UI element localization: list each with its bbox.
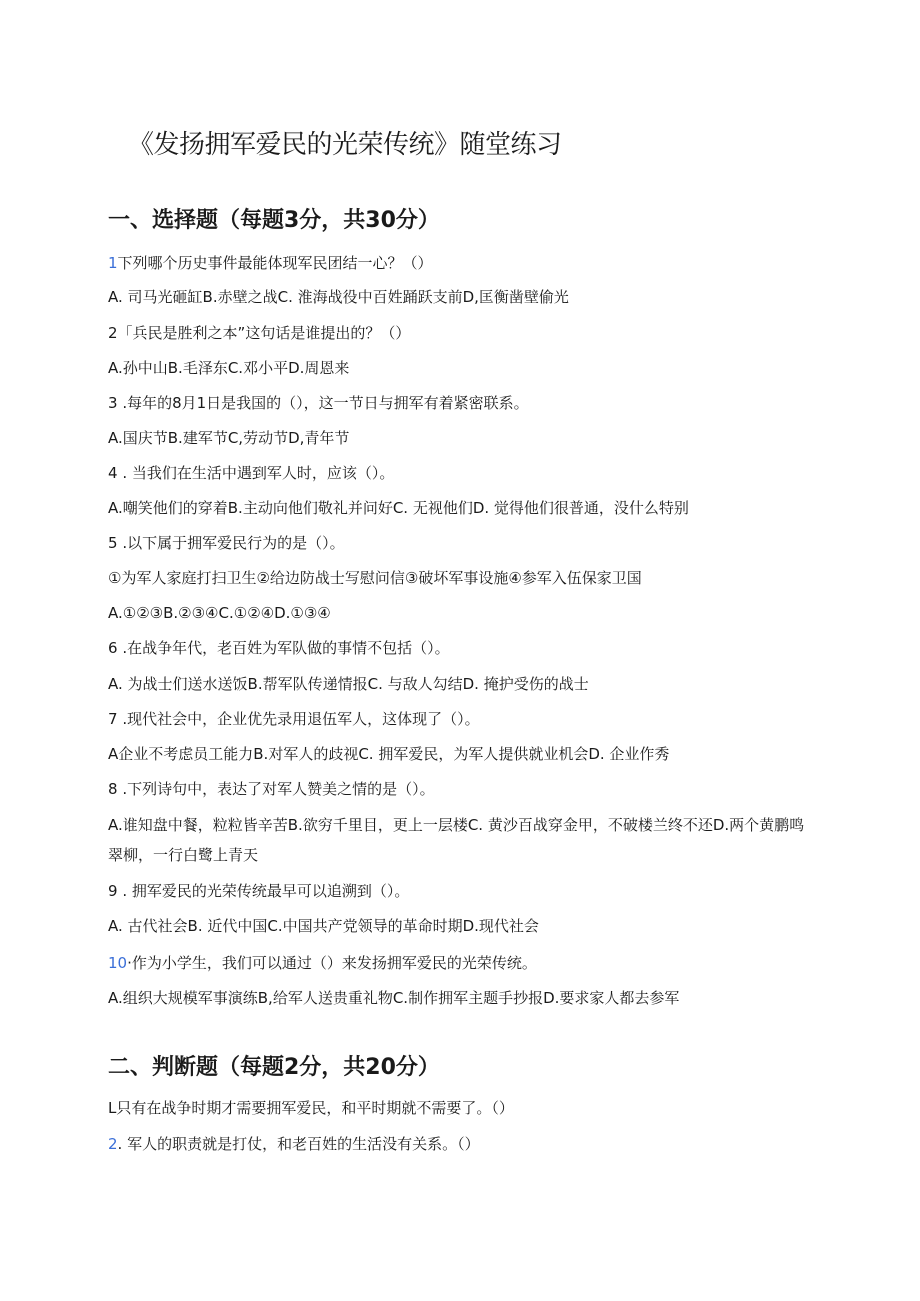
question-text: ·作为小学生，我们可以通过（）来发扬拥军爱民的光荣传统。 <box>127 954 537 972</box>
question-text: .现代社会中，企业优先录用退伍军人，这体现了（）。 <box>117 710 480 728</box>
question-number: 2 <box>108 324 118 342</box>
question-number: 8 <box>108 780 118 798</box>
question-3 <box>108 393 529 413</box>
question-text: .在战争年代，老百姓为军队做的事情不包括（）。 <box>117 639 450 657</box>
question-text: .以下属于拥军爱民行为的是（）。 <box>117 534 345 552</box>
question-5 <box>108 533 345 553</box>
question-text: . 军人的职责就是打仗，和老百姓的生活没有关系。（） <box>117 1135 480 1153</box>
question-8-options: A.谁知盘中餐，粒粒皆辛苦B.欲穷千里目，更上一层楼C. 黄沙百战穿金甲，不破楼兰终不还D.两个黄鹏鸣翠柳，一行白鹭上青天 <box>108 816 805 864</box>
question-number: 3 <box>108 394 118 412</box>
question-9 <box>108 881 409 901</box>
question-9-options: A. 古代社会B. 近代中国C.中国共产党领导的革命时期D.现代社会 <box>108 917 539 935</box>
question-number: 2 <box>108 1135 118 1153</box>
question-7-options: A企业不考虑员工能力B.对军人的歧视C. 拥军爱民，为军人提供就业机会D. 企业作秀 <box>108 745 670 763</box>
question-2-options: A.孙中山B.毛泽东C.邓小平D.周恩来 <box>108 359 350 377</box>
question-number: 6 <box>108 639 118 657</box>
section-heading-choice: 一、选择题（每题3分，共30分） <box>108 208 440 233</box>
question-text: 只有在战争时期才需要拥军爱民，和平时期就不需要了。（） <box>116 1099 514 1117</box>
question-10-options: A.组织大规模军事演练B,给军人送贵重礼物C.制作拥军主题手抄报D.要求家人都去参军 <box>108 989 680 1007</box>
question-4 <box>108 463 394 483</box>
question-3-options: A.国庆节B.建军节C,劳动节D,青年节 <box>108 429 350 447</box>
question-8 <box>108 779 435 799</box>
question-number: 9 <box>108 882 118 900</box>
question-number: L <box>108 1099 117 1117</box>
question-7 <box>108 709 480 729</box>
judgement-1 <box>108 1098 514 1118</box>
question-6-options: A. 为战士们送水送饭B.帮军队传递情报C. 与敌人勾结D. 掩护受伤的战士 <box>108 675 589 693</box>
question-5-statements: ①为军人家庭打扫卫生②给边防战士写慰问信③破坏军事设施④参军入伍保家卫国 <box>108 569 642 587</box>
question-number: 10 <box>108 954 128 972</box>
question-text: 「兵民是胜利之本”这句话是谁提出的？（） <box>117 324 411 342</box>
section-heading-judgement: 二、判断题（每题2分，共20分） <box>108 1055 440 1080</box>
question-2 <box>108 323 410 343</box>
question-6 <box>108 638 450 658</box>
question-4-options: A.嘲笑他们的穿着B.主动向他们敬礼并问好C. 无视他们D. 觉得他们很普通，没什么特别 <box>108 499 689 517</box>
question-number: 7 <box>108 710 118 728</box>
question-text: . 拥军爱民的光荣传统最早可以追溯到（）。 <box>117 882 410 900</box>
question-text: . 当我们在生活中遇到军人时，应该（）。 <box>117 464 395 482</box>
question-5-options: A.①②③B.②③④C.①②④D.①③④ <box>108 604 331 622</box>
question-number: 1 <box>108 254 118 272</box>
question-10 <box>108 953 537 973</box>
question-number: 5 <box>108 534 118 552</box>
question-text: 下列哪个历史事件最能体现军民团结一心？（） <box>117 254 433 272</box>
question-number: 4 <box>108 464 118 482</box>
question-1-options: A. 司马光砸缸B.赤壁之战C. 淮海战役中百姓踊跃支前D,匡衡凿壁偷光 <box>108 288 569 306</box>
question-text: .每年的8月1日是我国的（），这一节日与拥军有着紧密联系。 <box>117 394 529 412</box>
question-text: .下列诗句中，表达了对军人赞美之情的是（）。 <box>117 780 435 798</box>
judgement-2 <box>108 1134 480 1154</box>
question-1 <box>108 253 433 273</box>
document-title: 《发扬拥军爱民的光荣传统》随堂练习 <box>128 130 562 160</box>
